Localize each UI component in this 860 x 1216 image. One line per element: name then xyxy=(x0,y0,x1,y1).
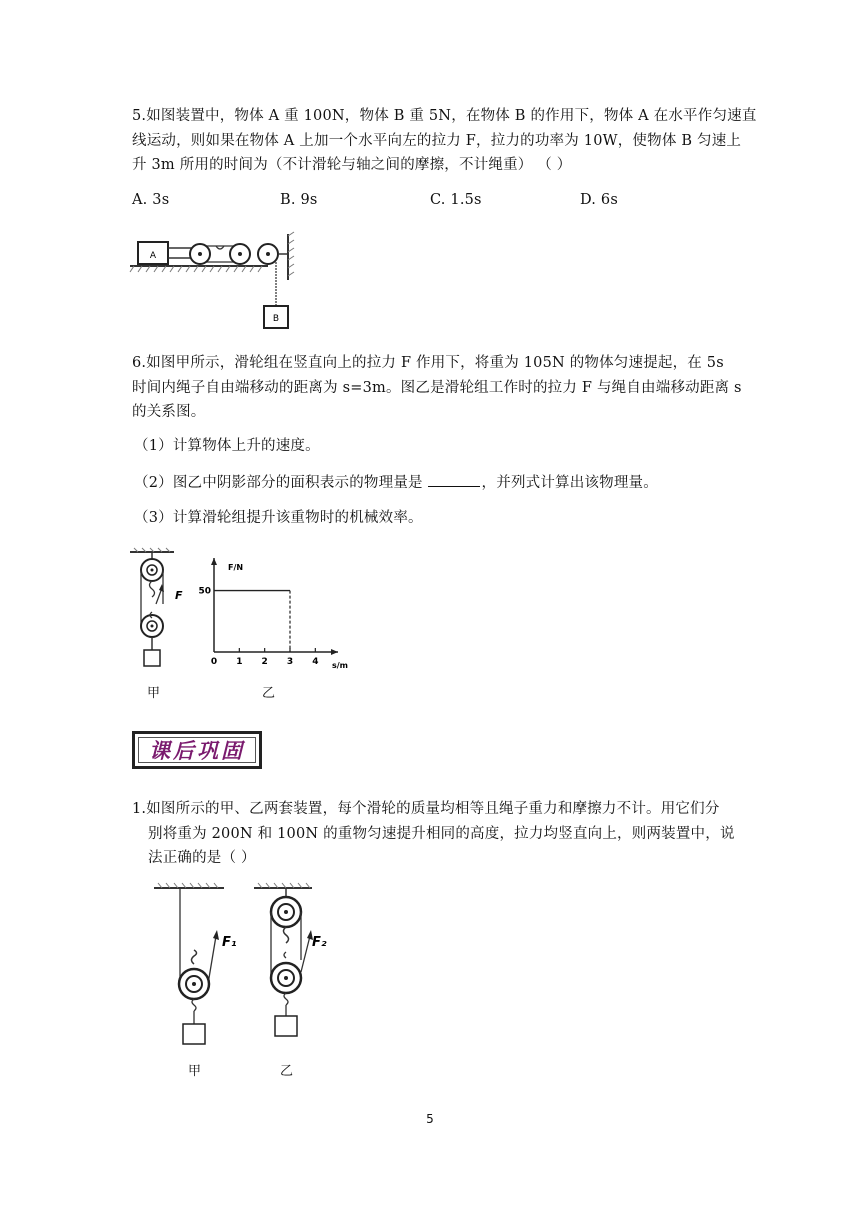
q5-option-d: D. 6s xyxy=(580,192,618,208)
x-tick-label: 0 xyxy=(210,657,218,667)
q1-line-2: 别将重为 200N 和 100N 的重物匀速提升相同的高度，拉力均竖直向上，则两装置中，说 xyxy=(148,826,735,842)
q5-pulley-figure xyxy=(128,228,298,332)
y-axis-arrow xyxy=(211,558,217,565)
force-label-f2: F₂ xyxy=(312,935,327,950)
x-tick-label: 1 xyxy=(236,657,243,667)
x-tick-label: 4 xyxy=(312,657,319,667)
y-tick-label: 50 xyxy=(198,586,211,597)
q6-line-3: 的关系图。 xyxy=(132,404,206,420)
x-axis-arrow xyxy=(331,649,338,655)
q6-label-jia: 甲 xyxy=(147,686,161,701)
force-label-f: F xyxy=(175,589,183,602)
section-badge xyxy=(132,731,262,769)
q6-line-2: 时间内绳子自由端移动的距离为 s=3m。图乙是滑轮组工作时的拉力 F 与绳自由端移动距离 s xyxy=(132,380,742,396)
q5-line-2: 线运动，则如果在物体 A 上加一个水平向左的拉力 F，拉力的功率为 10W，使物体 B 匀速上 xyxy=(132,133,742,149)
q5-line-1: 5.如图装置中，物体 A 重 100N，物体 B 重 5N，在物体 B 的作用下，物体 A 在水平作匀速直 xyxy=(132,108,757,124)
answer-blank[interactable] xyxy=(428,472,480,487)
q1-label-yi: 乙 xyxy=(280,1064,294,1079)
q5-option-a: A. 3s xyxy=(132,192,170,208)
q1-figure-jia xyxy=(154,883,237,1044)
q5-option-c: C. 1.5s xyxy=(430,192,482,208)
section-title: 课后巩固 xyxy=(138,737,256,763)
x-axis-label: s/m xyxy=(332,661,349,670)
q6-force-distance-chart xyxy=(198,552,358,676)
block-a-label: A xyxy=(149,251,157,261)
q5-option-b: B. 9s xyxy=(280,192,318,208)
y-axis-label: F/N xyxy=(228,563,244,572)
q1-pulley-figures xyxy=(150,880,350,1056)
q6-sub2-prefix: （2）图乙中阴影部分的面积表示的物理量是 xyxy=(134,475,428,491)
q6-line-1: 6.如图甲所示，滑轮组在竖直向上的拉力 F 作用下，将重为 105N 的物体匀速提起，在 5s xyxy=(132,355,724,371)
q6-pulley-figure-jia xyxy=(128,546,188,676)
q6-sub1: （1）计算物体上升的速度。 xyxy=(134,438,320,454)
force-label-f1: F₁ xyxy=(222,935,237,950)
q1-label-jia: 甲 xyxy=(188,1064,202,1079)
q1-line-3: 法正确的是（ ） xyxy=(148,850,256,866)
x-tick-label: 2 xyxy=(261,657,268,667)
q6-label-yi: 乙 xyxy=(262,686,276,701)
q6-sub2-suffix: ，并列式计算出该物理量。 xyxy=(481,475,658,491)
block-b-label: B xyxy=(272,314,280,324)
page-number: 5 xyxy=(426,1112,434,1126)
q1-line-1: 1.如图所示的甲、乙两套装置，每个滑轮的质量均相等且绳子重力和摩擦力不计。用它们分 xyxy=(132,801,720,817)
q6-sub2 xyxy=(134,472,658,493)
q1-figure-yi xyxy=(254,883,327,1036)
q5-line-3: 升 3m 所用的时间为（不计滑轮与轴之间的摩擦，不计绳重） （ ） xyxy=(132,157,572,173)
q6-sub3: （3）计算滑轮组提升该重物时的机械效率。 xyxy=(134,510,423,526)
x-tick-label: 3 xyxy=(286,657,294,667)
